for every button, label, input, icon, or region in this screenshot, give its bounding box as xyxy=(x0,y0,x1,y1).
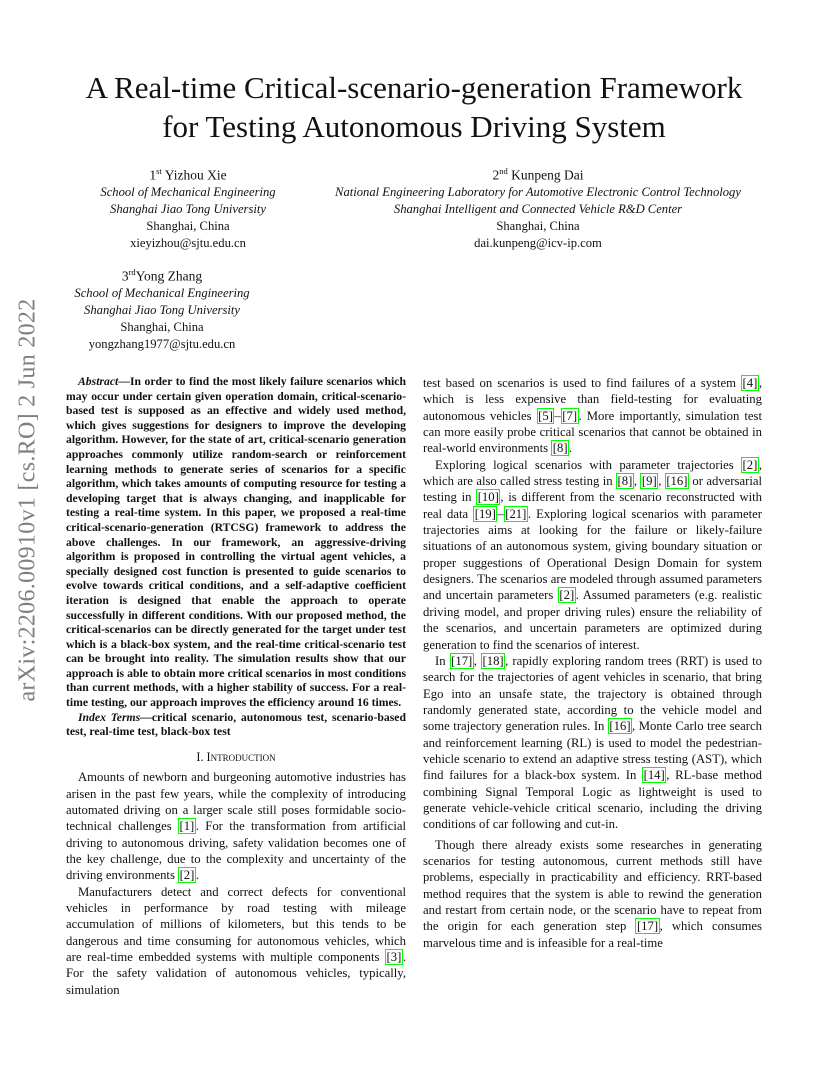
citation-link[interactable]: [10] xyxy=(477,490,499,505)
citation-link[interactable]: [1] xyxy=(179,819,195,834)
author-department: National Engineering Laboratory for Automotive Electronic Control Technology xyxy=(335,184,741,199)
intro-paragraph-2: Manufacturers detect and correct defects for conventional vehicles in performance by road testing with mileage accumulation of millions of kilometers, but this tends to be dangerous and time consuming for autonomous vehicles, which are real-time embedded systems with multiple components [3] . For the safety validation of autonomous vehicles, typically, simulation xyxy=(66,884,406,997)
citation-link[interactable]: [16] xyxy=(666,474,688,489)
author-city: Shanghai, China xyxy=(146,218,230,233)
arxiv-side-label xyxy=(8,295,48,705)
paper-title xyxy=(40,68,788,146)
author-name: 1st Yizhou Xie xyxy=(149,166,227,183)
right-paragraph-3: In [17] , [18] , rapidly exploring random trees (RRT) is used to search for the trajectories of agent vehicles in scenario, that bring Ego into an unsafe state, the trajectory is obtained through randomly generated state, according to the vehicle model and some trajectory generation rules. In [16] , Monte Carlo tree search and reinforcement learning (RL) is used to model the pedestrian-vehicle scenario to extend an adaptive stress testing (AST), which find failures for a black-box system. In [14] , RL-base method combining Signal Temporal Logic as lightweight is used to generate vehicle-vehicle critical scenario, including the driving conditions of car following and cut-in. xyxy=(423,653,763,832)
citation-link[interactable]: [3] xyxy=(386,949,402,964)
title-line-1: A Real-time Critical-scenario-generation Framework xyxy=(85,70,743,105)
author-department: School of Mechanical Engineering xyxy=(100,184,276,199)
citation-link[interactable]: [19] xyxy=(474,506,496,521)
author-organization: Shanghai Intelligent and Connected Vehicle R&D Center xyxy=(393,201,683,216)
author-block-1 xyxy=(78,163,298,252)
right-paragraph-4: Though there already exists some researches in generating scenarios for testing autonomous, current methods still have problems, especially in practicability and efficiency. RRT-based method requires that the system is able to rewind the generation and restart from certain node, or the scenario have to repeat from the origin for each generation step [17] , which consumes marvelous time and is infeasible for a real-time xyxy=(423,837,762,950)
author-city: Shanghai, China xyxy=(120,319,204,334)
right-paragraph-1: test based on scenarios is used to find failures of a system [4] , which is less expensive than field-testing for evaluating autonomous vehicles [5] – [7] . More importantly, simulation test can more easily probe critical scenarios that cannot be obtained in real-world environments [8] . xyxy=(423,376,762,456)
author-email: xieyizhou@sjtu.edu.cn xyxy=(130,235,246,250)
citation-link[interactable]: [18] xyxy=(482,653,504,668)
author-email: dai.kunpeng@icv-ip.com xyxy=(474,235,602,250)
title-line-2: for Testing Autonomous Driving System xyxy=(162,109,666,144)
section-heading: I. Introduction xyxy=(196,749,276,764)
author-name: 2nd Kunpeng Dai xyxy=(492,166,584,183)
right-column xyxy=(423,375,762,951)
citation-link[interactable]: [2] xyxy=(179,868,195,883)
citation-link[interactable]: [2] xyxy=(559,588,575,603)
index-terms: Index Terms—critical scenario, autonomous test, scenario-based test, real-time test, black-box test xyxy=(66,710,406,739)
citation-link[interactable]: [8] xyxy=(552,441,568,456)
author-organization: Shanghai Jiao Tong University xyxy=(110,201,266,216)
author-city: Shanghai, China xyxy=(496,218,580,233)
citation-link[interactable]: [17] xyxy=(451,653,473,668)
citation-link[interactable]: [21] xyxy=(505,506,527,521)
citation-link[interactable]: [2] xyxy=(742,457,758,472)
author-email: yongzhang1977@sjtu.edu.cn xyxy=(88,336,236,351)
author-block-2 xyxy=(300,163,776,252)
author-department: School of Mechanical Engineering xyxy=(74,285,250,300)
citation-link[interactable]: [9] xyxy=(641,474,657,489)
intro-paragraph-1: Amounts of newborn and burgeoning automotive industries has arisen in the past few years, while the complexity of introducing automated driving on a larger scale still poses formidable socio-technical challenges [1] . For the transformation from artificial driving to autonomous driving, safety validation becomes one of the key challenge, due to the complexity and uncertainty of the driving environments [2] . xyxy=(66,770,406,883)
citation-link[interactable]: [8] xyxy=(617,474,633,489)
author-organization: Shanghai Jiao Tong University xyxy=(84,302,240,317)
citation-link[interactable]: [17] xyxy=(636,919,659,934)
citation-link[interactable]: [4] xyxy=(742,376,758,390)
arxiv-identifier: arXiv:2206.00910v1 [cs.RO] 2 Jun 2022 xyxy=(14,298,41,702)
author-name: 3rdYong Zhang xyxy=(121,267,203,284)
citation-link[interactable]: [14] xyxy=(643,768,665,783)
left-column xyxy=(66,375,406,998)
right-paragraph-2: Exploring logical scenarios with parameter trajectories [2] , which are also called stress testing in [8] , [9] , [16] or adversarial testing in [10] , is different from the scenario reconstructed with real data [19] – [21] . Exploring logical scenarios with parameter trajectories aims at looking for the failure or likely-failure situations of an autonomous system, giving boundary situation or proper suggestions of Operational Design Domain for system designers. The scenarios are modeled through assumed parameters and uncertain parameters [2] . Assumed parameters (e.g. realistic driving model, and proper driving rules) ensure the reliability of the scenarios, and uncertain parameters are optimized during generation to find the scenarios of interest. xyxy=(423,457,763,652)
author-block-3 xyxy=(52,264,272,353)
abstract: Abstract—In order to find the most likely failure scenarios which may occur under certain given operation domain, critical-scenario-based test is supposed as an effective and widely used method, which gives suggestions for designers to improve the developing algorithm. However, for the state of art, critical-scenario generation approaches commonly utilize random-search or reinforcement learning methods to generate series of scenarios for a specific algorithm, which takes amounts of computing resource for testing a developing target that is always changing, and inapplicable for testing a real-time system. In this paper, we proposed a real-time critical-scenario-generation (RTCSG) framework to address the above challenges. In our framework, an aggressive-driving algorithm is proposed in controlling the virtual agent vehicles, a specially designed cost function is presented to guide scenarios to evolve towards critical conditions, and a self-adaptive coefficient iteration is designed that enable the approach to operate successfully in different conditions. With our proposed method, the critical-scenarios can be directly generated for the target under test which is a black-box system, and the real-time critical-scenario test can be brought into reality. The simulation results show that our approach is able to obtain more critical scenarios in most conditions than current methods, with a higher stability of success. For a real-time testing, our approach improves the efficiency around 16 times. xyxy=(66,375,406,710)
citation-link[interactable]: [16] xyxy=(609,719,631,734)
citation-link[interactable]: [5] xyxy=(538,408,553,423)
citation-link[interactable]: [7] xyxy=(562,408,578,423)
